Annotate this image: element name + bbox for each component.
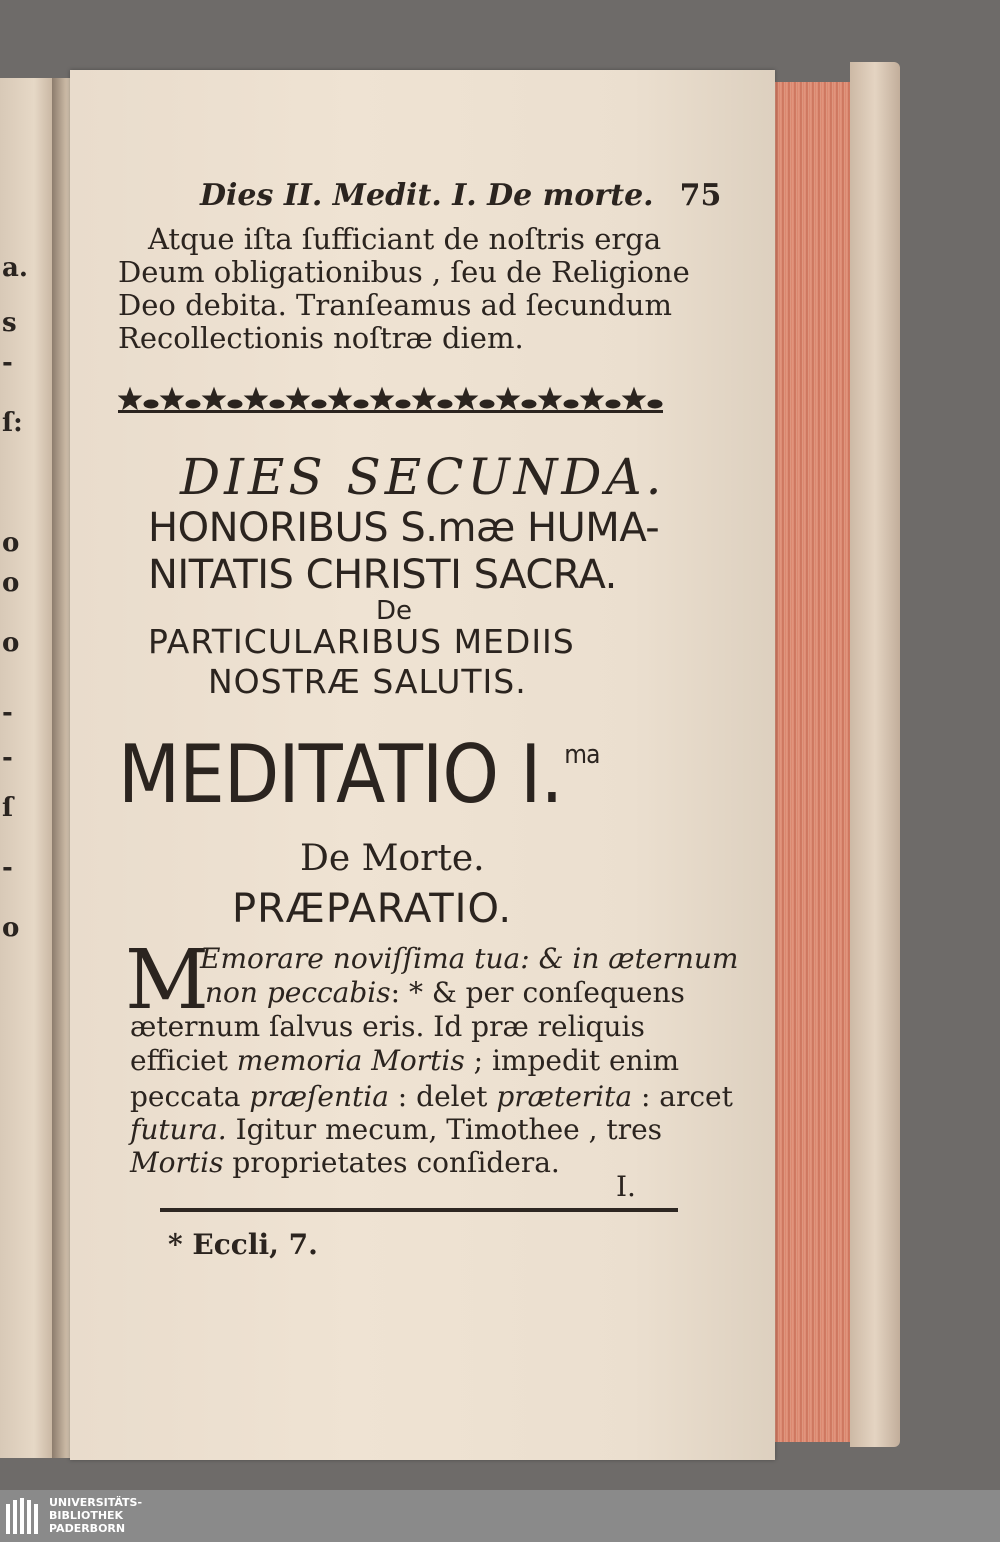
body-text: : delet xyxy=(388,1080,497,1113)
ornament-leaf xyxy=(270,400,284,408)
intro-line: Deo debita. Tranſeamus ad ſecundum xyxy=(118,288,672,322)
ornament-star xyxy=(581,388,603,409)
page-number: 75 xyxy=(679,178,722,213)
ornament-star xyxy=(161,388,183,409)
footnote: * Eccli, 7. xyxy=(168,1228,318,1261)
ornament-star xyxy=(287,388,309,409)
footnote-rule xyxy=(160,1208,678,1212)
running-head xyxy=(200,178,721,213)
running-head-title: Dies II. Medit. I. De morte. xyxy=(200,178,654,213)
left-glyph: - xyxy=(2,348,13,378)
left-glyph: ſ xyxy=(2,793,14,823)
ornament-leaf xyxy=(228,400,242,408)
body-italic: futura. xyxy=(130,1113,227,1146)
body-line: Emorare noviſſima tua: & in æternum xyxy=(200,942,739,975)
day-title: DIES SECUNDA. xyxy=(180,448,666,506)
body-text: peccata xyxy=(130,1080,250,1113)
left-glyph: o xyxy=(2,628,20,658)
body-italic: non peccabis xyxy=(205,976,391,1009)
subject-line: NOSTRÆ SALUTIS. xyxy=(208,662,527,701)
intro-line: Atque iſta ſufficiant de noſtris erga xyxy=(148,222,662,256)
ornamental-border xyxy=(118,382,663,422)
ornament-leaf xyxy=(606,400,620,408)
library-name-line: BIBLIOTHEK xyxy=(49,1509,124,1522)
left-glyph: ſ: xyxy=(2,408,23,438)
body-text: : arcet xyxy=(632,1080,733,1113)
subject-line: PARTICULARIBUS MEDIIS xyxy=(148,622,575,661)
ornament-leaf xyxy=(312,400,326,408)
catchword: I. xyxy=(616,1170,636,1203)
dedication-line: HONORIBUS S.mæ HUMA- xyxy=(148,505,660,551)
book-cover-edge xyxy=(850,62,900,1447)
ornament-leaf xyxy=(186,400,200,408)
left-glyph: o xyxy=(2,913,20,943)
body-italic: præterita xyxy=(496,1080,633,1113)
ornament-star xyxy=(413,388,435,409)
drop-cap: M xyxy=(125,933,209,1028)
body-line xyxy=(130,1080,733,1113)
library-name-line: UNIVERSITÄTS- xyxy=(49,1496,143,1509)
topic-heading: De Morte. xyxy=(300,838,485,879)
ornament-leaf xyxy=(648,400,662,408)
meditation-heading-superscript: ma xyxy=(564,740,600,770)
ornament-star xyxy=(497,388,519,409)
library-name xyxy=(49,1496,142,1535)
left-glyph: - xyxy=(2,853,13,883)
de-word: De xyxy=(376,596,413,626)
ornament-leaf xyxy=(480,400,494,408)
ornament-leaf xyxy=(396,400,410,408)
intro-line: Deum obligationibus , ſeu de Religione xyxy=(118,255,690,289)
left-glyph: - xyxy=(2,743,13,773)
body-italic: Mortis xyxy=(130,1146,224,1179)
library-name-line: PADERBORN xyxy=(49,1522,126,1535)
ornament-star xyxy=(119,388,141,409)
body-text: proprietates conſidera. xyxy=(223,1146,560,1179)
ornament-leaf xyxy=(522,400,536,408)
body-line: æternum ſalvus eris. Id præ reliquis xyxy=(130,1010,645,1043)
ornament-star xyxy=(329,388,351,409)
ornament-star xyxy=(623,388,645,409)
preparation-heading: PRÆPARATIO. xyxy=(232,886,513,932)
ornament-leaf xyxy=(354,400,368,408)
body-line xyxy=(130,1113,662,1146)
library-logo-icon xyxy=(6,1498,42,1534)
left-glyph: - xyxy=(2,698,13,728)
left-glyph: o xyxy=(2,568,20,598)
ornament-leaf xyxy=(144,400,158,408)
dedication-line: NITATIS CHRISTI SACRA. xyxy=(148,552,617,598)
ornament-star xyxy=(371,388,393,409)
ornament-star xyxy=(245,388,267,409)
left-glyph: s xyxy=(2,308,17,338)
library-footer xyxy=(0,1490,1000,1542)
body-text: efficiet xyxy=(130,1044,237,1077)
intro-line: Recollectionis noſtræ diem. xyxy=(118,321,524,355)
body-line xyxy=(205,976,685,1009)
meditation-heading-main: MEDITATIO I. xyxy=(118,728,563,821)
body-text: Igitur mecum, Timothee , tres xyxy=(226,1113,663,1146)
body-text: : * & per conſequens xyxy=(390,976,685,1009)
left-glyph: o xyxy=(2,528,20,558)
body-text: ; impedit enim xyxy=(464,1044,680,1077)
page-block-edges xyxy=(765,82,857,1442)
ornament-leaf xyxy=(564,400,578,408)
ornament-leaf xyxy=(438,400,452,408)
body-line xyxy=(130,1146,560,1179)
ornament-star xyxy=(539,388,561,409)
left-glyph: a. xyxy=(2,253,28,283)
body-italic: præſentia xyxy=(249,1080,389,1113)
body-italic: memoria Mortis xyxy=(236,1044,465,1077)
ornament-star xyxy=(455,388,477,409)
meditation-heading xyxy=(118,728,600,821)
ornament-star xyxy=(203,388,225,409)
body-line xyxy=(130,1044,679,1077)
